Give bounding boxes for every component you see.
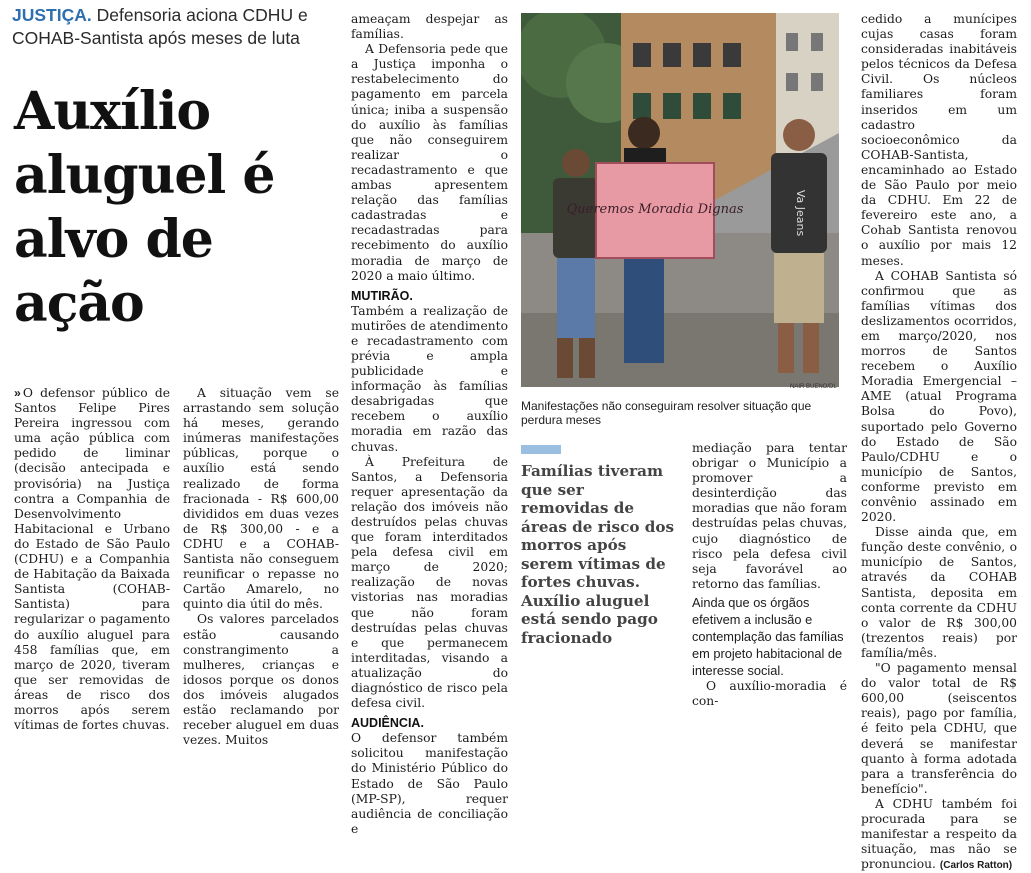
- col5-paragraph-1: A COHAB Santista só confirmou que as famílias vítimas dos deslizamentos ocorridos, em março/2020, nos morros de Santos recebem o Auxílio Moradia Emergencial – AME (atual Programa Bolsa do Povo), suportado pelo Governo do Estado de São Paulo/CDHU e o município de Santos, conforme previsto em convênio assinado em 2020.: [861, 268, 1017, 525]
- subhead-audiencia: AUDIÊNCIA.: [351, 716, 424, 731]
- column-2: [183, 386, 339, 748]
- column-4: [692, 441, 847, 709]
- headline: Auxílio aluguel é alvo de ação: [14, 81, 275, 334]
- photo-illustration: [521, 13, 839, 387]
- author-signature: (Carlos Ratton): [939, 860, 1013, 872]
- kicker-text: Defensoria aciona CDHU e COHAB-Santista após meses de luta: [12, 5, 308, 48]
- col3-paragraph-0: ameaçam despejar as famílias.: [351, 12, 508, 42]
- protest-photo: [521, 13, 839, 387]
- section-label: JUSTIÇA.: [12, 5, 92, 25]
- kicker: [12, 4, 312, 50]
- photo-caption: Manifestações não conseguiram resolver situação que perdura meses: [521, 399, 812, 427]
- pull-quote: Famílias tiveram que ser removidas de áreas de risco dos morros após serem vítimas de fortes chuvas. Auxílio aluguel está sendo pago fracionado: [521, 462, 675, 647]
- sign-text: Queremos Moradia Dignas: [566, 202, 744, 217]
- column-5: [861, 12, 1017, 873]
- col5-paragraph-4: A CDHU também foi procurada para se manifestar a respeito da situação, mas não se pronunciou.: [861, 796, 1017, 872]
- bullet-mark: »: [14, 386, 21, 400]
- col3-paragraph-1: A Defensoria pede que a Justiça imponha o restabelecimento do pagamento em parcela única; iniba a suspensão do auxílio às famílias que não conseguirem realizar o recadastramento e que ambas apresentem relação das famílias cadastradas e recadastradas para recebimento do auxílio moradia de março de 2020 a maio último.: [351, 42, 508, 283]
- column-3: [351, 12, 508, 837]
- col4-paragraph-2: O auxílio-moradia é con-: [692, 678, 847, 709]
- col3-paragraph-2: Também a realização de mutirões de atendimento e recadastramento com prévia e ampla publicidade e informação às famílias desabrigadas que recebem o auxílio moradia em razão das chuvas.: [351, 303, 508, 454]
- pull-quote-bar: [521, 445, 561, 454]
- shirt-text: Va Jeans: [794, 189, 807, 237]
- col4-paragraph-1: mediação para tentar obrigar o Município a promover a desinterdição das moradias que não foram destruídas pelas chuvas, cujo diagnóstico de risco pela defesa civil seja favorável ao retorno das famílias.: [692, 441, 847, 591]
- subhead-mutirao: MUTIRÃO.: [351, 288, 413, 303]
- col3-paragraph-3: À Prefeitura de Santos, a Defensoria requer apresentação da relação dos imóveis não destruídos pelas chuvas que foram interditados pela defesa civil em março de 2020; realização de novas vistorias nas moradias que não foram destruídas pelas chuvas e que permanecem interditadas, visando a atualização do diagnóstico de risco pela defesa civil.: [351, 454, 508, 711]
- column-1: [14, 386, 170, 733]
- col5-paragraph-0: cedido a munícipes cujas casas foram consideradas inabitáveis pelos técnicos da Defesa Civil. Os núcleos familiares foram inseridos em um cadastro socioeconômico da COHAB-Santista, encaminhado ao Estado de São Paulo por meio da CDHU. Em 22 de fevereiro este ano, a Cohab Santista renovou o auxílio por mais 12 meses.: [861, 12, 1017, 268]
- col1-paragraph: O defensor público de Santos Felipe Pires Pereira ingressou com uma ação pública com pedido de liminar (decisão antecipada e provisória) na Justiça contra a Companhia de Desenvolvimento Habitacional e Urbano do Estado de São Paulo (CDHU) e a Companhia de Habitação da Baixada Santista (COHAB-Santista) para regularizar o pagamento do auxílio aluguel para 458 famílias que, em março de 2020, tiveram que ser removidas de áreas de risco dos morros após serem vítimas de fortes chuvas.: [14, 386, 170, 733]
- col5-paragraph-3: "O pagamento mensal do valor total de R$ 600,00 (seiscentos reais), pago por família, é feito pela CDHU, que deverá se manifestar quanto à forma adotada para a transferência do benefício".: [861, 661, 1017, 796]
- col2-paragraph-2: Os valores parcelados estão causando constrangimento a mulheres, crianças e idosos porque os donos dos imóveis alugados estão reclamando por receber aluguel em duas vezes. Muitos: [183, 612, 339, 748]
- col4-bold-paragraph: Ainda que os órgãos efetivem a inclusão e contemplação das famílias em projeto habitacional de interesse social.: [692, 594, 844, 678]
- col2-paragraph-1: A situação vem se arrastando sem solução há meses, gerando inúmeras manifestações públicas, porque o auxílio está sendo realizado de forma fracionada - R$ 600,00 divididos em duas vezes de R$ 300,00 - e a CDHU e a COHAB-Santista não conseguem reunificar o repasse no Cartão Amarelo, no quinto dia útil do mês.: [183, 386, 339, 612]
- photo-credit: NAIR BUENO/DL: [790, 384, 837, 390]
- col3-paragraph-4: O defensor também solicitou manifestação do Ministério Público do Estado de São Paulo (MP-SP), requer audiência de conciliação e: [351, 731, 508, 836]
- col5-paragraph-2: Disse ainda que, em função deste convênio, o município de Santos, através da COHAB Santista, deposita em conta corrente da CDHU o valor de R$ 300,00 (trezentos reais) por família/mês.: [861, 525, 1017, 660]
